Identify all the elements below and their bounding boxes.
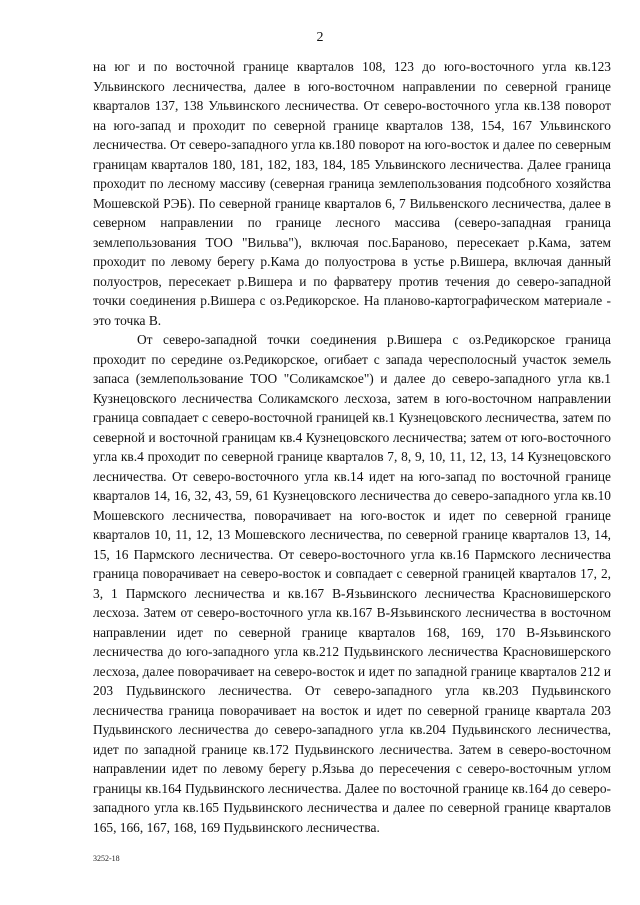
paragraph-2: От северо-западной точки соединения р.Вишера с оз.Редикорское граница проходит по середине оз.Редикорское, огибает с запада чересполосный участок земель запаса (землепользование ТОО "Соликамское") и далее до северо-западного угла кв.1 Кузнецовского лесничества Соликамского лесхоза, затем в юго-восточном направлении граница совпадает с северо-восточной границей кв.1 Кузнецовского лесничества, затем по северной и восточной границам кв.4 Кузнецовского лесничества; затем от юго-восточного угла кв.4 проходит по северной границе кварталов 7, 8, 9, 10, 11, 12, 13, 14 Кузнецовского лесничества. От северо-восточного угла кв.14 идет на юго-запад по восточной границе кварталов 14, 16, 32, 43, 59, 61 Кузнецовского лесничества до северо-западного угла кв.10 Мошевского лесничества, поворачивает на юго-восток и идет по северной границе кварталов 10, 11, 12, 13 Мошевского лесничества, по северной границе кварталов 13, 14, 15, 16 Пармского лесничества. От северо-восточного угла кв.16 Пармского лесничества граница поворачивает на северо-восток и совпадает с северной границей кварталов 17, 2, 3, 1 Пармского лесничества и кв.167 В-Язьвинского лесничества Красновишерского лесхоза. Затем от северо-восточного угла кв.167 В-Язьвинского лесничества в восточном направлении идет по северной границе кварталов 168, 169, 170 В-Язьвинского лесничества до юго-западного угла кв.212 Пудьвинского лесничества Красновишерского лесхоза, далее поворачивает на северо-восток и идет по западной границе кварталов 212 и 203 Пудьвинского лесничества. От северо-западного угла кв.203 Пудьвинского лесничества граница поворачивает на восток и идет по северной границе квартала 203 Пудьвинского лесничества до северо-западного угла кв.204 Пудьвинского лесничества, идет по западной границе кв.172 Пудьвинского лесничества. Затем в северо-восточном направлении идет по левому берегу р.Язьва до пересечения с северо-восточным углом границы кв.164 Пудьвинского лесничества. Далее по восточной границе кв.164 до северо-западного угла кв.165 Пудьвинского лесничества и далее по северной границе кварталов 165, 166, 167, 168, 169 Пудьвинского лесничества. bbox=[93, 332, 611, 835]
paragraph-1: на юг и по восточной границе кварталов 108, 123 до юго-восточного угла кв.123 Ульвинского лесничества, далее в юго-восточном направлении по северной границе кварталов 137, 138 Ульвинского лесничества. От северо-восточного угла кв.138 поворот на юго-запад и проходит по северной границе кварталов 138, 154, 167 Ульвинского лесничества. От северо-западного угла кв.180 поворот на юго-восток и далее по северным границам кварталов 180, 181, 182, 183, 184, 185 Ульвинского лесничества. Далее граница проходит по лесному массиву (северная граница землепользования подсобного хозяйства Мошевской РЭБ). По северной границе кварталов 6, 7 Вильвенского лесничества, далее в северном направлении по границе лесного массива (северо-западная граница землепользования ТОО "Вильва"), включая пос.Бараново, пересекает р.Кама, затем проходит по левому берегу р.Кама до полуострова в устье р.Вишера, включая данный полуостров, пересекает р.Вишера и по фарватеру против течения до северо-западной точки соединения р.Вишера с оз.Редикорское. На планово-картографическом материале - это точка В. bbox=[93, 59, 611, 328]
body-text bbox=[93, 57, 611, 837]
page-number: 2 bbox=[316, 30, 324, 45]
document-code: 3252-18 bbox=[93, 854, 120, 863]
